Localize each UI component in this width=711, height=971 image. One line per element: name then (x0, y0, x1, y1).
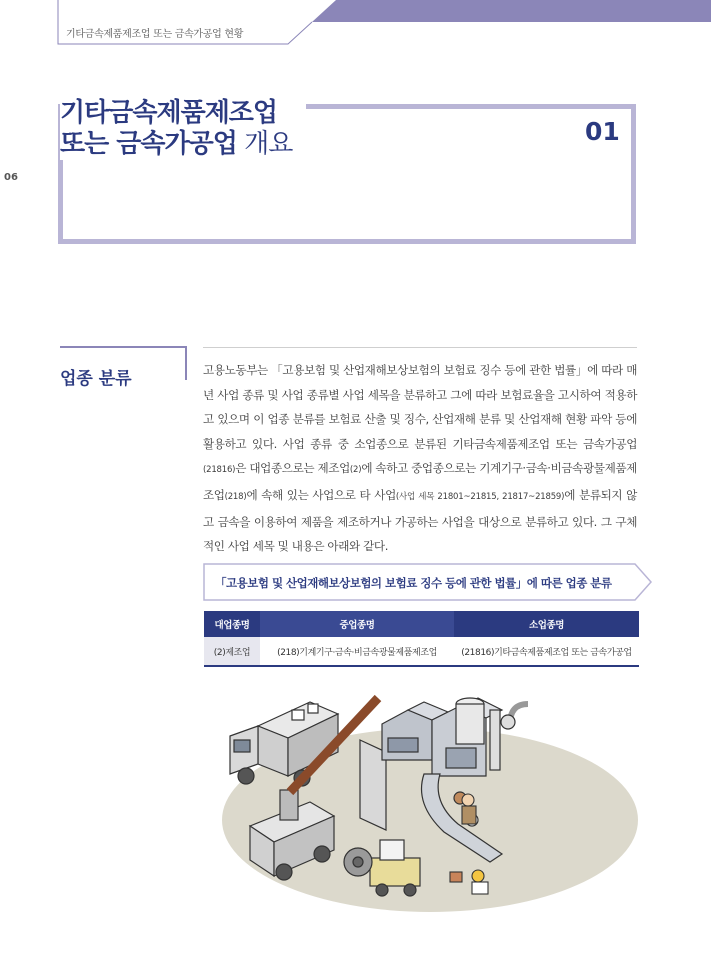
cell-middle: (218)기계기구·금속·비금속광물제품제조업 (260, 637, 454, 666)
chapter-number: 01 (585, 117, 620, 146)
factory-illustration (210, 680, 640, 930)
table-row (204, 637, 639, 666)
cell-major: (2)제조업 (204, 637, 260, 666)
table-header-row (204, 611, 639, 637)
header-major: 대업종명 (204, 611, 260, 637)
running-header: 기타금속제품제조업 또는 금속가공업 현황 (66, 29, 244, 40)
header-middle: 중업종명 (260, 611, 454, 637)
chapter-title (60, 98, 306, 160)
chapter-title-light: 개요 (236, 129, 293, 159)
section-heading: 업종 분류 (60, 369, 132, 389)
table-caption: 「고용보험 및 산업재해보상보험의 보험료 징수 등에 관한 법률」에 따른 업종 분류 (215, 576, 612, 590)
cell-minor: (21816)기타금속제품제조업 또는 금속가공업 (454, 637, 639, 666)
page-number: 06 (4, 172, 18, 183)
header-minor: 소업종명 (454, 611, 639, 637)
section-body: 고용노동부는 「고용보험 및 산업재해보상보험의 보험료 징수 등에 관한 법률」에 따라 매년 사업 종류 및 사업 종류별 사업 세목을 분류하고 그에 따라 보험료율을 고시하여 적용하고 있으며 이 업종 분류를 보험료 산출 및 징수, 산업재해 분류 및 산업재해 현황 파악 등에 활용하고 있다. 사업 종류 중 소업종으로 분류된 기타금속제품제조업 또는 금속가공업(21816)은 대업종으로는 제조업(2)에 속하고 중업종으로는 기계기구·금속·비금속광물제품제조업(218)에 속해 있는 사업으로 타 사업(사업 세목 21801~21815, 21817~21859)에 분류되지 않고 금속을 이용하여 제품을 제조하거나 가공하는 사업을 대상으로 분류하고 있다. 그 구체적인 사업 세목 및 내용은 아래와 같다. (203, 363, 637, 554)
chapter-title-line2 (60, 129, 292, 160)
classification-table (204, 611, 639, 667)
body-rule (203, 347, 637, 348)
chapter-title-line1: 기타금속제품제조업 (60, 98, 278, 128)
chapter-title-bold: 또는 금속가공업 (60, 129, 237, 159)
